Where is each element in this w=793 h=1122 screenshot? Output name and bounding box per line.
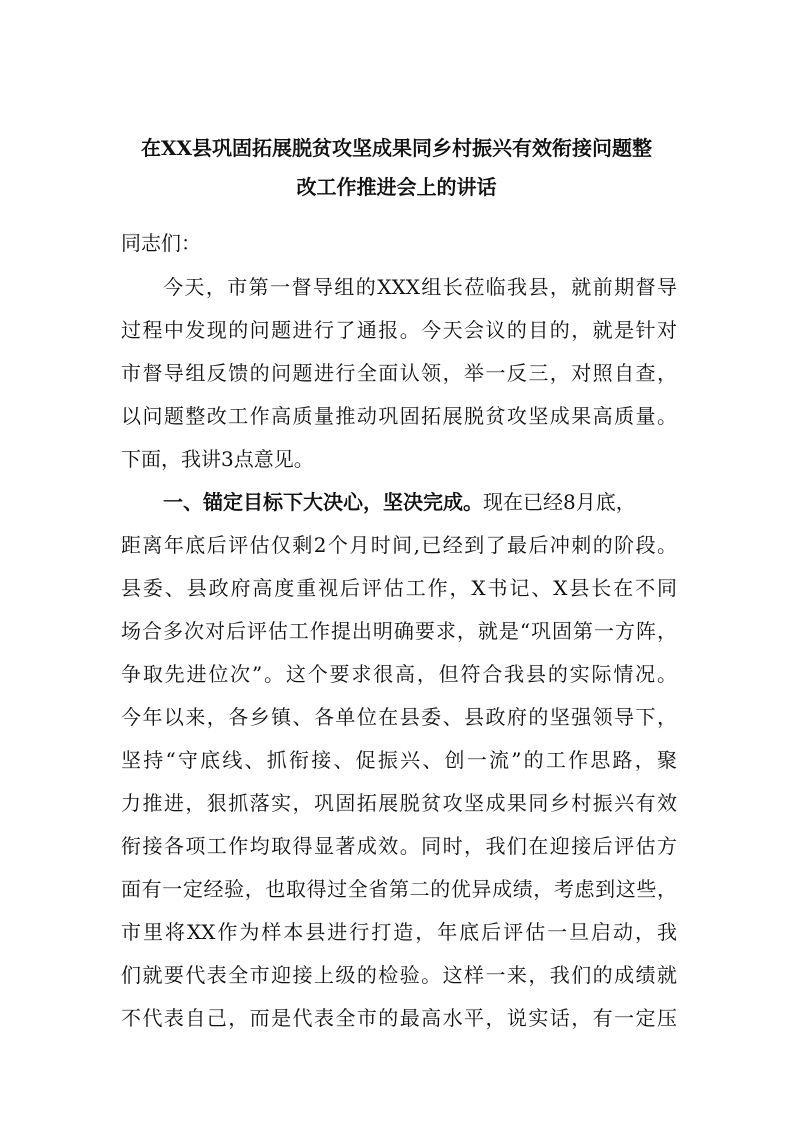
body-line: 不代表自己，而是代表全市的最高水平，说实话，有一定压: [121, 1006, 677, 1030]
section-1-heading: 一、锚定目标下大决心，坚决完成。: [163, 490, 483, 514]
intro-line: 下面，我讲3点意见。: [121, 447, 314, 471]
body-line: 们就要代表全市迎接上级的检验。这样一来，我们的成绩就: [121, 963, 677, 987]
intro-line: 今天，市第一督导组的XXX组长莅临我县，就前期督导: [163, 275, 677, 299]
body-line: 市里将XX作为样本县进行打造，年底后评估一旦启动，我: [121, 920, 677, 944]
intro-line: 市督导组反馈的问题进行全面认领，举一反三，对照自查，: [121, 361, 677, 385]
body-line: 衔接各项工作均取得显著成效。同时，我们在迎接后评估方: [121, 834, 677, 858]
intro-line: 以问题整改工作高质量推动巩固拓展脱贫攻坚成果高质量。: [121, 404, 677, 428]
body-line: 今年以来，各乡镇、各单位在县委、县政府的坚强领导下，: [121, 705, 677, 729]
section-1-first-line: [163, 488, 677, 516]
document-title-line-1: 在XX县巩固拓展脱贫攻坚成果同乡村振兴有效衔接问题整: [140, 136, 653, 160]
intro-line: 过程中发现的问题进行了通报。今天会议的目的，就是针对: [121, 318, 677, 342]
salutation: 同志们：: [121, 231, 201, 255]
section-1-first-line-text: 现在已经8月底，: [483, 490, 636, 514]
body-line: 力推进，狠抓落实，巩固拓展脱贫攻坚成果同乡村振兴有效: [121, 791, 677, 815]
document-title-line-2: 改工作推进会上的讲话: [296, 175, 497, 199]
body-line: 面有一定经验，也取得过全省第二的优异成绩，考虑到这些，: [121, 877, 677, 901]
body-line: 距离年底后评估仅剩2个月时间,已经到了最后冲刺的阶段。: [121, 533, 677, 557]
body-line: 争取先进位次”。这个要求很高，但符合我县的实际情况。: [121, 662, 677, 686]
body-line: 场合多次对后评估工作提出明确要求，就是“巩固第一方阵，: [121, 619, 677, 643]
body-line: 坚持“守底线、抓衔接、促振兴、创一流”的工作思路，聚: [121, 748, 677, 772]
body-line: 县委、县政府高度重视后评估工作，X书记、X县长在不同: [121, 576, 677, 600]
